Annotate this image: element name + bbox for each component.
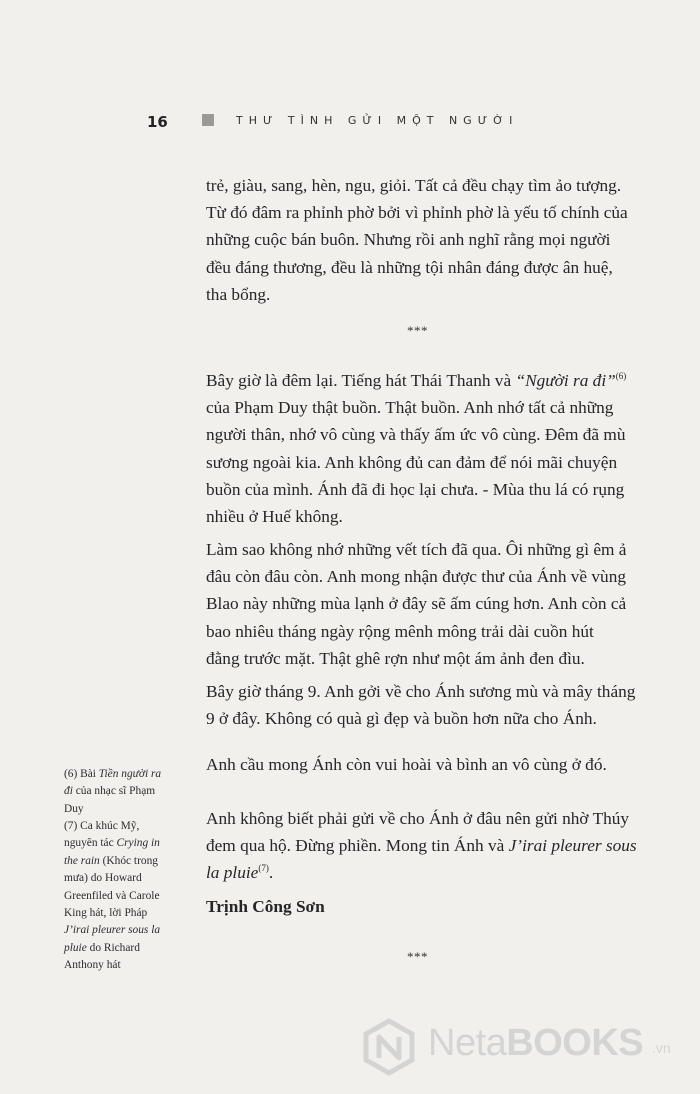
text-line: Anh không biết phải gửi về cho Ánh ở đâu nên gửi nhờ Thúy xyxy=(206,809,630,828)
footnote-line: Anthony hát xyxy=(64,959,121,972)
paragraph-5 xyxy=(206,751,661,778)
text-line: buồn của mình. Ánh đã đi học lại chưa. - Mùa thu lá có rụng xyxy=(206,479,625,499)
text-line: Làm sao không nhớ những vết tích đã qua. Ôi những gì êm ả xyxy=(206,540,627,559)
paragraph-2 xyxy=(206,367,661,530)
paragraph-3 xyxy=(206,536,661,672)
text-run: do Richard xyxy=(86,941,140,954)
song-title-french: J’irai pleurer sous xyxy=(508,836,637,856)
text-run: pluie xyxy=(64,941,87,954)
paragraph-6 xyxy=(206,805,661,887)
footnote-ref-7: (7) xyxy=(258,863,269,874)
footnote-ref-6: (6) xyxy=(615,371,627,382)
footnote-line xyxy=(64,835,192,852)
text-line xyxy=(206,367,661,394)
text-line xyxy=(206,859,661,886)
watermark xyxy=(360,1018,690,1078)
footnote-line: Greenfiled và Carole xyxy=(64,889,160,902)
watermark-suffix: .vn xyxy=(652,1040,671,1056)
song-title: “Người ra đi” xyxy=(515,371,616,390)
text-line: tha bổng. xyxy=(206,284,271,304)
text-run: J’irai pleurer sous la xyxy=(64,924,161,937)
footnote-line: Duy xyxy=(64,802,84,815)
text-line: đằng trước mặt. Thật ghê rợn như một ám ảnh đen đìu. xyxy=(206,648,585,668)
text-line: người thân, nhớ vô cùng và thấy ấm ức vô cùng. Đêm đã mù xyxy=(206,425,626,445)
footnote-line: (7) Ca khúc Mỹ, xyxy=(64,820,140,832)
footnote-line xyxy=(64,766,192,783)
footnote-line: mưa) do Howard xyxy=(64,872,142,885)
footnote-7 xyxy=(64,818,192,975)
watermark-brand-a: Neta xyxy=(428,1022,507,1064)
text-run: (6) Bài xyxy=(64,768,99,780)
footnote-6 xyxy=(64,766,192,818)
text-run: . xyxy=(268,863,274,883)
text-run: Bây giờ là đêm lại. Tiếng hát Thái Thanh và xyxy=(206,371,516,390)
song-title-french: la pluie xyxy=(206,863,259,883)
text-line: Từ đó đâm ra phỉnh phờ bởi vì phỉnh phờ là yếu tố chính của xyxy=(206,203,628,223)
footnote-line xyxy=(64,853,192,870)
text-line: của Phạm Duy thật buồn. Thật buồn. Anh nhớ tất cả những xyxy=(206,398,614,418)
text-run: đem qua hộ. Đừng phiền. Mong tin Ánh và xyxy=(206,836,509,856)
signature: Trịnh Công Sơn xyxy=(206,897,325,916)
footnote-line: King hát, lời Pháp xyxy=(64,907,148,920)
section-separator: *** xyxy=(407,323,428,338)
text-run: đi xyxy=(64,785,73,798)
section-separator: *** xyxy=(407,949,428,964)
footnote-line xyxy=(64,783,192,800)
watermark-brand xyxy=(428,1022,643,1065)
text-line: đều đáng thương, đều là những tội nhân đáng được ân huệ, xyxy=(206,257,613,277)
text-run: nguyên tác xyxy=(64,837,117,850)
footnote-line xyxy=(64,922,192,939)
paragraph-4 xyxy=(206,678,661,732)
text-run: của nhạc sĩ Phạm xyxy=(72,785,156,798)
netabooks-logo-icon xyxy=(360,1018,418,1076)
text-line: đâu còn đâu còn. Anh mong nhận được thư của Ánh về vùng xyxy=(206,567,626,587)
page-number: 16 xyxy=(147,113,168,131)
text-run: (Khóc trong xyxy=(99,854,158,867)
text-line: 9 ở đây. Không có quà gì đẹp và buồn hơn nữa cho Ánh. xyxy=(206,709,597,729)
text-line: bao nhiêu tháng ngày rộng mênh mông trải dài cuồn hút xyxy=(206,621,594,641)
text-run: Tiền người ra xyxy=(98,768,162,780)
footnote-line xyxy=(64,940,192,957)
text-line: Bây giờ tháng 9. Anh gởi về cho Ánh sương mù và mây tháng xyxy=(206,682,636,701)
header-square-ornament xyxy=(202,114,214,126)
text-line: trẻ, giàu, sang, hèn, ngu, giỏi. Tất cả đều chạy tìm ảo tượng. xyxy=(206,176,622,195)
text-line: Anh cầu mong Ánh còn vui hoài và bình an vô cùng ở đó. xyxy=(206,755,607,774)
text-run: Crying in xyxy=(116,837,160,850)
text-line: sương ngoài kia. Anh không đủ can đảm để nói mãi chuyện xyxy=(206,452,618,472)
text-line: Blao này những mùa lạnh ở đây sẽ ấm cúng hơn. Anh còn cả xyxy=(206,594,627,614)
running-title: THƯ TÌNH GỬI MỘT NGƯỜI xyxy=(236,114,519,127)
text-line: nhiều ở Huế không. xyxy=(206,507,343,527)
text-line: những cuộc bán buôn. Nhưng rồi anh nghĩ rằng mọi người xyxy=(206,230,611,250)
paragraph-1 xyxy=(206,172,661,308)
text-run: the rain xyxy=(64,854,100,867)
watermark-brand-b: BOOKS xyxy=(506,1022,644,1064)
text-line xyxy=(206,832,661,859)
